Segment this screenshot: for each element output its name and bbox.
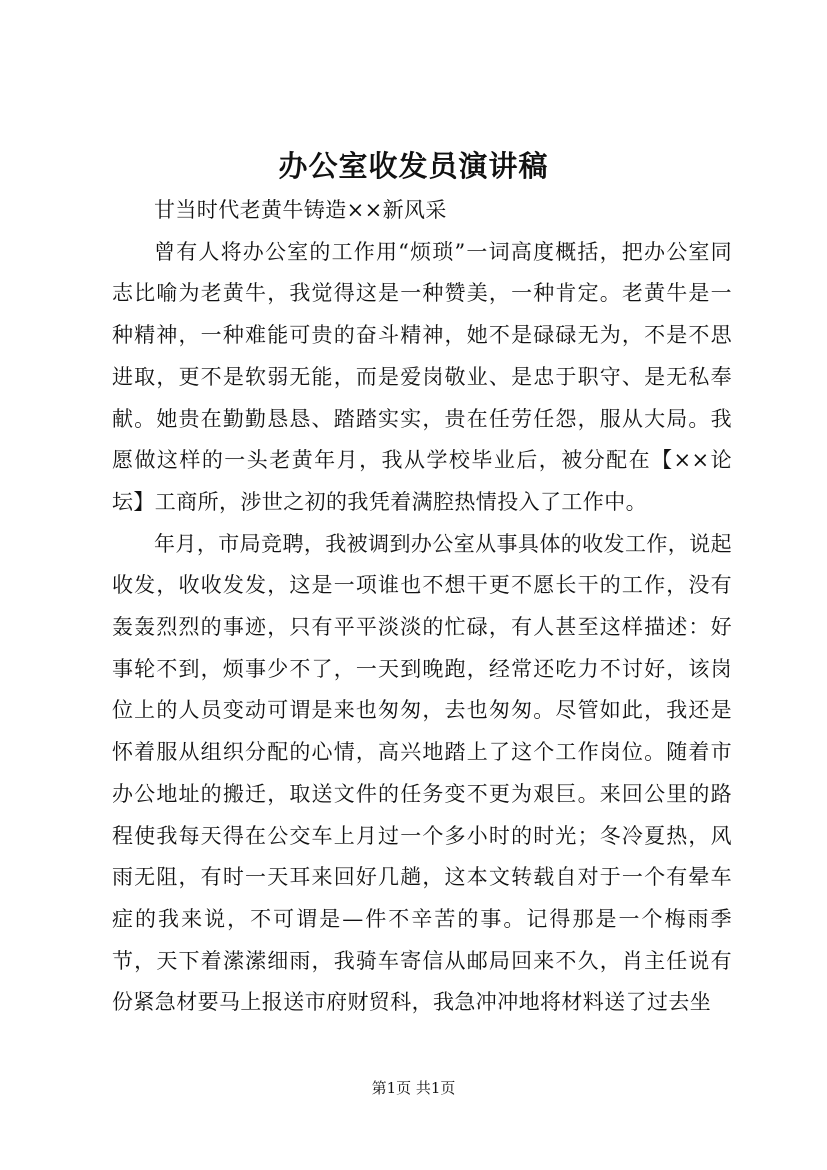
paragraph-subtitle: 甘当时代老黄牛铸造××新风采 (154, 198, 447, 222)
document-title: 办公室收发员演讲稿 (278, 149, 549, 183)
document-body (112, 190, 732, 1024)
paragraph: 年月，市局竞聘，我被调到办公室从事具体的收发工作，说起收发，收收发发，这是一项谁也不想干更不愿长干的工作，没有轰轰烈烈的事迹，只有平平淡淡的忙碌，有人甚至这样描述：好事轮不到，烦事少不了，一天到晚跑，经常还吃力不讨好，该岗位上的人员变动可谓是来也匆匆，去也匆匆。尽管如此，我还是怀着服从组织分配的心情，高兴地踏上了这个工作岗位。随着市办公地址的搬迁，取送文件的任务变不更为艰巨。来回公里的路程使我每天得在公交车上月过一个多小时的时光；冬冷夏热，风雨无阻，有时一天耳来回好几趟，这本文转载自对于一个有晕车症的我来说，不可谓是—件不辛苦的事。记得那是一个梅雨季节，天下着潆潆细雨，我骑车寄信从邮局回来不久，肖主任说有份紧急材要马上报送市府财贸科，我急冲冲地将材料送了过去坐 (112, 531, 732, 1015)
page-footer: 第1页 共1页 (371, 1079, 456, 1097)
paragraph: 曾有人将办公室的工作用“烦琐”一词高度概括，把办公室同志比喻为老黄牛，我觉得这是一种赞美，一种肯定。老黄牛是一种精神，一种难能可贵的奋斗精神，她不是碌碌无为，不是不思进取，更不是软弱无能，而是爱岗敬业、是忠于职守、是无私奉献。她贵在勤勤恳恳、踏踏实实，贵在任劳任怨，服从大局。我愿做这样的一头老黄年月，我从学校毕业后，被分配在【××论坛】工商所，涉世之初的我凭着满腔热情投入了工作中。 (112, 239, 732, 514)
